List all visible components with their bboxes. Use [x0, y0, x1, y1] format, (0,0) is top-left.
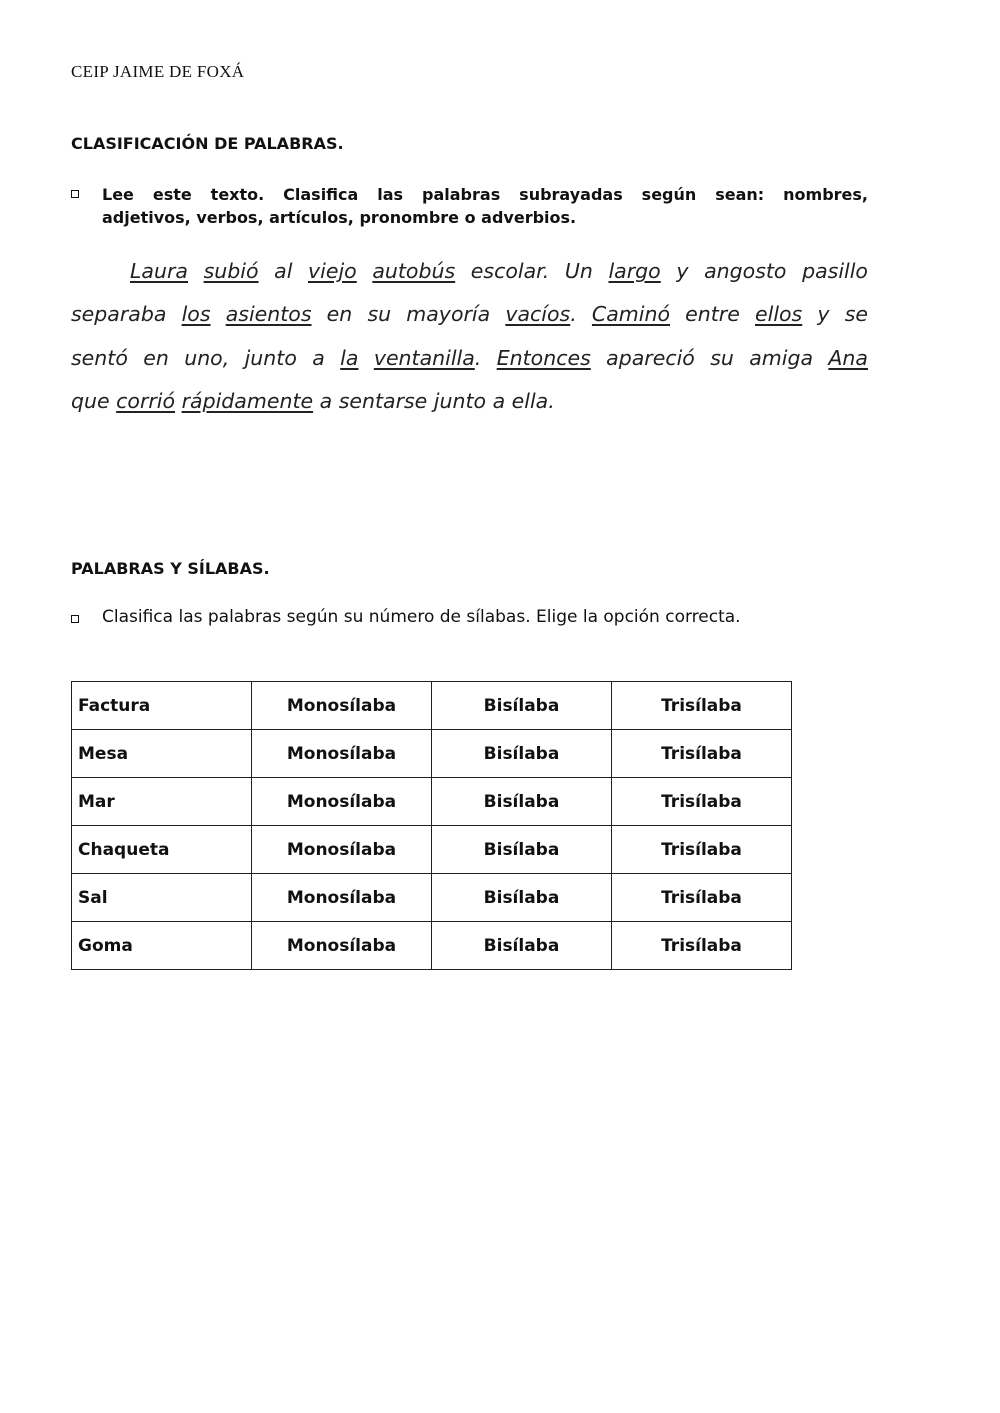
option-trisilaba[interactable]: Trisílaba	[612, 874, 792, 922]
option-monosilaba[interactable]: Monosílaba	[252, 922, 432, 970]
underlined-word[interactable]: asientos	[225, 302, 312, 327]
passage-text: sentó en uno, junto a	[71, 345, 341, 370]
syllable-table	[71, 681, 792, 970]
underlined-word[interactable]: rápidamente	[181, 388, 314, 413]
table-row	[72, 730, 792, 778]
checkbox-bullet-icon	[71, 190, 79, 198]
passage-text: apareció su amiga	[590, 345, 829, 370]
passage-text	[357, 259, 373, 283]
underlined-word[interactable]: subió	[203, 259, 259, 283]
passage-text: .	[474, 345, 497, 370]
table-row	[72, 778, 792, 826]
section-title-syllables: PALABRAS Y SÍLABAS.	[71, 559, 270, 578]
passage-text: en su mayoría	[311, 302, 506, 327]
passage-text: .	[570, 302, 592, 327]
option-monosilaba[interactable]: Monosílaba	[252, 730, 432, 778]
option-monosilaba[interactable]: Monosílaba	[252, 778, 432, 826]
checkbox-bullet-icon	[71, 615, 79, 623]
underlined-word[interactable]: ellos	[755, 302, 803, 327]
option-trisilaba[interactable]: Trisílaba	[612, 778, 792, 826]
passage-text: que	[71, 388, 117, 413]
option-trisilaba[interactable]: Trisílaba	[612, 682, 792, 730]
passage-text: escolar. Un	[455, 259, 609, 283]
underlined-word[interactable]: ventanilla	[373, 345, 475, 370]
passage-line	[71, 337, 868, 380]
option-trisilaba[interactable]: Trisílaba	[612, 922, 792, 970]
passage-text: y angosto pasillo	[660, 259, 868, 283]
underlined-word[interactable]: Entonces	[496, 345, 591, 370]
passage-line	[71, 380, 868, 423]
section-title-word-classification: CLASIFICACIÓN DE PALABRAS.	[71, 134, 344, 153]
passage-text	[211, 302, 226, 326]
underlined-word[interactable]: la	[340, 345, 359, 370]
passage-text: entre	[670, 302, 756, 327]
word-cell: Mar	[72, 778, 252, 826]
option-bisilaba[interactable]: Bisílaba	[432, 874, 612, 922]
word-cell: Goma	[72, 922, 252, 970]
option-monosilaba[interactable]: Monosílaba	[252, 874, 432, 922]
option-bisilaba[interactable]: Bisílaba	[432, 826, 612, 874]
underlined-word[interactable]: corrió	[116, 388, 176, 413]
underlined-word[interactable]: Laura	[130, 259, 188, 283]
word-cell: Factura	[72, 682, 252, 730]
option-bisilaba[interactable]: Bisílaba	[432, 922, 612, 970]
passage-line	[71, 293, 868, 336]
instruction-word-classification	[102, 183, 868, 229]
word-cell: Sal	[72, 874, 252, 922]
option-bisilaba[interactable]: Bisílaba	[432, 682, 612, 730]
option-trisilaba[interactable]: Trisílaba	[612, 826, 792, 874]
school-name: CEIP JAIME DE FOXÁ	[71, 62, 245, 81]
option-trisilaba[interactable]: Trisílaba	[612, 730, 792, 778]
underlined-word[interactable]: autobús	[372, 259, 456, 283]
instruction-line-1: Lee este texto. Clasifica las palabras subrayadas según sean: nombres,	[102, 185, 868, 204]
table-row	[72, 922, 792, 970]
table-row	[72, 682, 792, 730]
underlined-word[interactable]: viejo	[308, 259, 357, 283]
table-row	[72, 826, 792, 874]
passage-text: a sentarse junto a ella.	[313, 388, 555, 413]
reading-passage	[71, 250, 868, 423]
passage-text	[358, 346, 373, 370]
underlined-word[interactable]: Caminó	[591, 302, 670, 327]
option-bisilaba[interactable]: Bisílaba	[432, 730, 612, 778]
word-cell: Chaqueta	[72, 826, 252, 874]
option-monosilaba[interactable]: Monosílaba	[252, 682, 432, 730]
option-monosilaba[interactable]: Monosílaba	[252, 826, 432, 874]
word-cell: Mesa	[72, 730, 252, 778]
passage-text	[188, 259, 204, 283]
passage-text: y se	[802, 302, 868, 327]
table-row	[72, 874, 792, 922]
underlined-word[interactable]: vacíos	[505, 302, 571, 327]
option-bisilaba[interactable]: Bisílaba	[432, 778, 612, 826]
passage-text: al	[258, 259, 309, 283]
instruction-line-2: adjetivos, verbos, artículos, pronombre o adverbios.	[102, 208, 577, 227]
instruction-syllables: Clasifica las palabras según su número de sílabas. Elige la opción correcta.	[102, 607, 741, 627]
passage-text: separaba	[71, 302, 182, 327]
underlined-word[interactable]: los	[181, 302, 211, 327]
underlined-word[interactable]: largo	[608, 259, 661, 283]
underlined-word[interactable]: Ana	[828, 345, 868, 370]
passage-line	[71, 250, 868, 293]
